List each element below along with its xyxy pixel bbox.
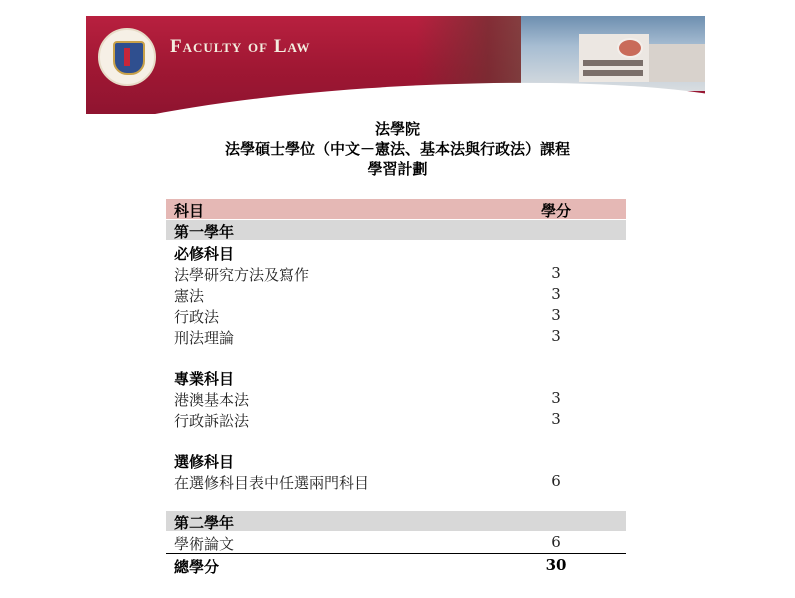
table-row (166, 409, 626, 429)
credits-column-header: 學分 (540, 202, 571, 220)
section-heading (166, 450, 626, 470)
year1-row (166, 220, 626, 240)
year1-title: 第一學年 (174, 223, 235, 241)
course-name: 刑法理論 (174, 329, 235, 347)
table-row (166, 471, 626, 491)
table-row (166, 305, 626, 325)
course-name: 憲法 (174, 287, 205, 305)
university-logo (98, 28, 156, 86)
faculty-heading: 法學院 (374, 120, 420, 138)
course-credits: 3 (551, 306, 561, 324)
specialized-title: 專業科目 (174, 370, 235, 388)
course-credits: 6 (551, 533, 561, 551)
course-name: 在選修科目表中任選兩門科目 (174, 474, 370, 492)
course-credits: 6 (551, 472, 561, 490)
course-credits: 3 (551, 285, 561, 303)
subject-column-header: 科目 (174, 202, 205, 220)
course-credits: 3 (551, 389, 561, 407)
course-name: 港澳基本法 (174, 391, 250, 409)
course-name: 學術論文 (174, 535, 235, 553)
table-row (166, 326, 626, 346)
total-row (166, 555, 626, 575)
course-name: 行政法 (174, 308, 220, 326)
section-heading (166, 367, 626, 387)
table-row (166, 263, 626, 283)
course-credits: 3 (551, 327, 561, 345)
building-emblem (617, 38, 643, 58)
total-label: 總學分 (174, 558, 220, 576)
building-block (649, 44, 705, 82)
building-windows (583, 70, 643, 76)
table-row (166, 532, 626, 552)
section-heading (166, 242, 626, 262)
elective-title: 選修科目 (174, 453, 235, 471)
course-name: 行政訴訟法 (174, 412, 250, 430)
programme-title: 法學碩士學位（中文－憲法、基本法與行政法）課程 (224, 140, 570, 158)
year2-title: 第二學年 (174, 514, 235, 532)
course-credits: 3 (551, 264, 561, 282)
compulsory-title: 必修科目 (174, 245, 235, 263)
course-credits: 3 (551, 410, 561, 428)
total-divider (166, 553, 626, 554)
table-row (166, 388, 626, 408)
table-row (166, 284, 626, 304)
faculty-banner (86, 16, 705, 114)
banner-title: Faculty of Law (170, 36, 311, 57)
logo-cross-icon (124, 48, 130, 66)
campus-building-photo (521, 16, 705, 91)
building-windows (583, 60, 643, 66)
study-plan-heading: 學習計劃 (367, 160, 428, 178)
total-credits: 30 (545, 556, 567, 574)
year2-row (166, 511, 626, 531)
table-header (166, 199, 626, 219)
banner-columns-image (416, 16, 536, 91)
course-name: 法學研究方法及寫作 (174, 266, 310, 284)
